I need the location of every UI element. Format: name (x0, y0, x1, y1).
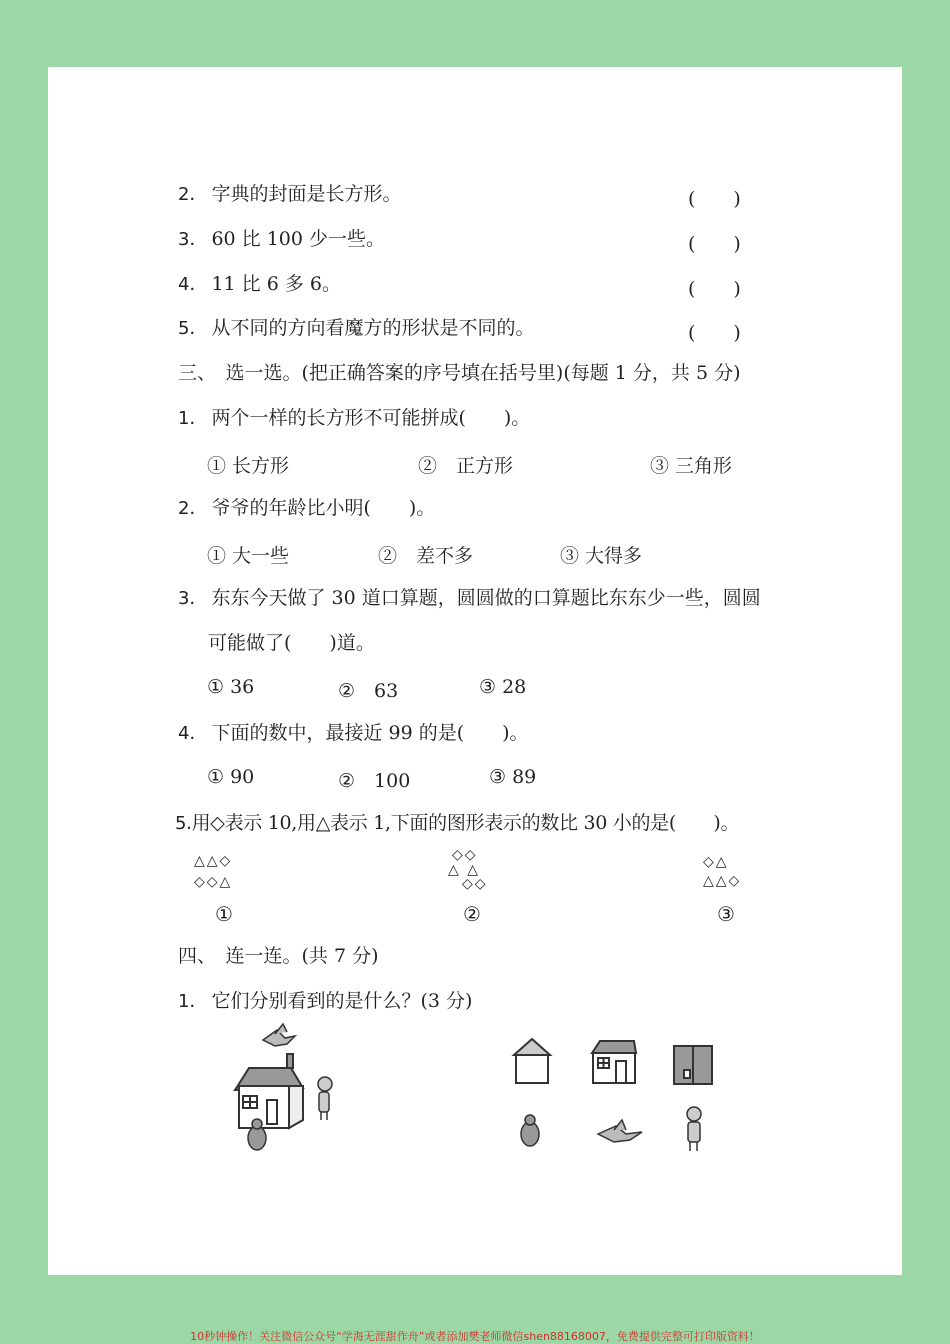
view-front-house (590, 1033, 640, 1089)
house-scene-illustration (225, 1020, 355, 1155)
footer-promo-text: 10秒钟操作！关注微信公众号“学海无涯甜作舟”或者添加樊老师微信shen88168007，免费提供完整可打印版资料！ (190, 1330, 760, 1343)
choice-q3-line2: 可能做了( )道。 (208, 632, 375, 654)
q5-group-2-row1: ◇◇ (452, 847, 478, 863)
q5-group-2-row3: ◇◇ (462, 876, 488, 892)
tf-answer-5[interactable]: ( ) (688, 322, 741, 344)
q5-option-3-label[interactable]: ③ (717, 902, 735, 926)
q1-option-2[interactable]: ② 正方形 (418, 455, 514, 477)
q3-option-2[interactable]: ② 63 (338, 680, 399, 702)
tf-item-4: 4． 11 比 6 多 6。 (178, 273, 341, 295)
dog-icon (318, 1077, 332, 1120)
q5-group-1-row2: ◇◇△ (194, 874, 233, 890)
section-4-title: 四、 连一连。(共 7 分) (178, 945, 379, 967)
q3-option-1[interactable]: ① 36 (207, 676, 255, 698)
q4-option-3[interactable]: ③ 89 (489, 766, 537, 788)
tf-item-3: 3． 60 比 100 少一些。 (178, 228, 386, 250)
tf-item-5: 5． 从不同的方向看魔方的形状是不同的。 (178, 317, 535, 339)
q4-option-2[interactable]: ② 100 (338, 770, 411, 792)
q1-option-1[interactable]: ① 长方形 (207, 455, 290, 477)
dog-viewer-icon (680, 1105, 710, 1153)
match-q1: 1． 它们分别看到的是什么？(3 分) (178, 990, 473, 1012)
section-3-title: 三、 选一选。(把正确答案的序号填在括号里)(每题 1 分，共 5 分) (178, 362, 741, 384)
q5-group-1-row1: △△◇ (194, 853, 233, 869)
choice-q5: 5.用◇表示 10,用△表示 1,下面的图形表示的数比 30 小的是( )。 (175, 812, 740, 834)
choice-q4: 4． 下面的数中，最接近 99 的是( )。 (178, 722, 529, 744)
bird-icon (263, 1024, 295, 1046)
q2-option-2[interactable]: ② 差不多 (378, 545, 474, 567)
q3-option-3[interactable]: ③ 28 (479, 676, 527, 698)
beetle-viewer-icon (516, 1112, 546, 1152)
tf-item-2: 2． 字典的封面是长方形。 (178, 183, 402, 205)
view-roof-side (512, 1035, 602, 1087)
q5-option-2-label[interactable]: ② (463, 902, 481, 926)
choice-q3: 3． 东东今天做了 30 道口算题，圆圆做的口算题比东东少一些，圆圆 (178, 587, 761, 609)
q2-option-3[interactable]: ③ 大得多 (560, 545, 643, 567)
choice-q2: 2． 爷爷的年龄比小明( )。 (178, 497, 436, 519)
view-top (672, 1044, 716, 1088)
tf-answer-4[interactable]: ( ) (688, 278, 741, 300)
q5-group-3-row1: ◇△ (703, 854, 729, 870)
worksheet-page (48, 67, 902, 1275)
q4-option-1[interactable]: ① 90 (207, 766, 255, 788)
q5-group-3-row2: △△◇ (703, 873, 742, 889)
bird-viewer-icon (596, 1120, 646, 1150)
tf-answer-3[interactable]: ( ) (688, 233, 741, 255)
choice-q1: 1． 两个一样的长方形不可能拼成( )。 (178, 407, 531, 429)
house-icon (235, 1054, 303, 1128)
q5-option-1-label[interactable]: ① (215, 902, 233, 926)
tf-answer-2[interactable]: ( ) (688, 188, 741, 210)
q2-option-1[interactable]: ① 大一些 (207, 545, 290, 567)
q1-option-3[interactable]: ③ 三角形 (650, 455, 733, 477)
q5-group-2-row2: △ △ (448, 862, 480, 878)
